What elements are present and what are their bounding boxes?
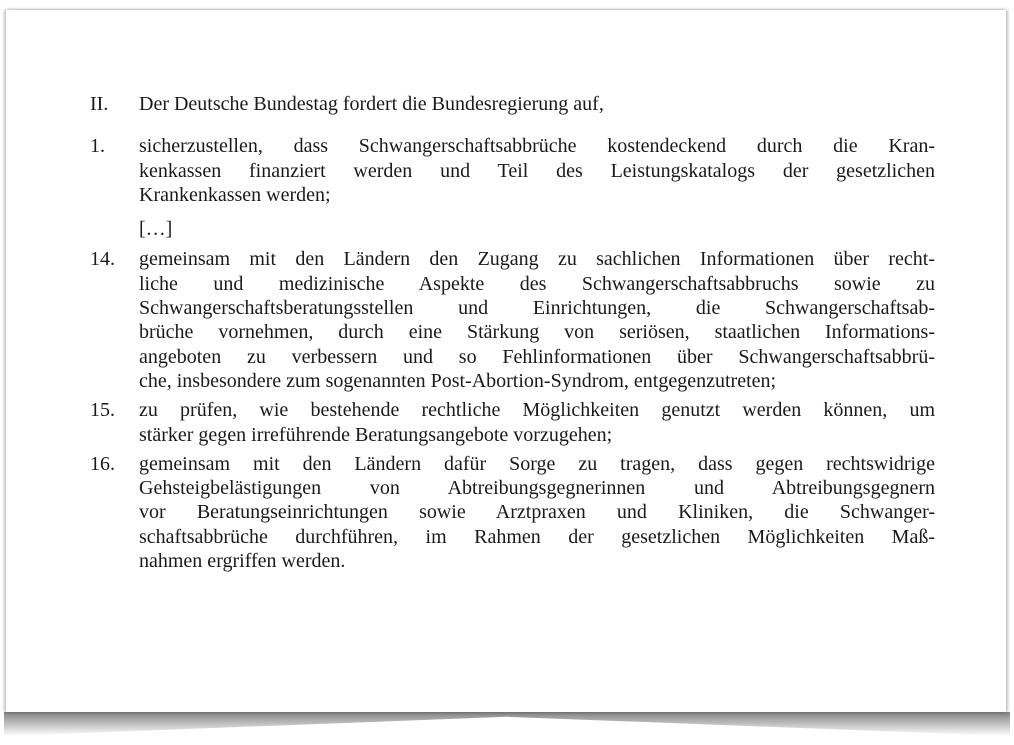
item-line: zu prüfen, wie bestehende rechtliche Möglichkeiten genutzt werden können, um [139, 399, 935, 422]
item-text [139, 247, 935, 393]
item-line: angeboten zu verbessern und so Fehlinformationen über Schwangerschaftsabbrü- [139, 345, 935, 368]
item-line: nahmen ergriffen werden. [139, 550, 346, 573]
section-heading [90, 92, 935, 116]
item-line: gemeinsam mit den Ländern dafür Sorge zu tragen, dass gegen rechtswidrige [139, 452, 935, 475]
item-line: brüche vornehmen, durch eine Stärkung von seriösen, staatlichen Informations- [139, 321, 935, 344]
item-line: sicherzustellen, dass Schwangerschaftsabbrüche kostendeckend durch die Kran- [139, 135, 935, 158]
item-text [139, 452, 935, 573]
item-number: 15. [90, 399, 115, 422]
list-item-16 [90, 452, 935, 573]
item-line: stärker gegen irreführende Beratungsangebote vorzugehen; [139, 423, 613, 446]
document-page [6, 10, 1006, 712]
item-line: schaftsabbrüche durchführen, im Rahmen der gesetzlichen Möglichkeiten Maß- [139, 525, 935, 548]
list-item-1 [90, 134, 935, 207]
item-number: 14. [90, 248, 115, 271]
item-line: Schwangerschaftsberatungsstellen und Einrichtungen, die Schwangerschaftsab- [139, 297, 935, 320]
section-heading-text: Der Deutsche Bundestag fordert die Bundesregierung auf, [139, 93, 604, 115]
item-line: Krankenkassen werden; [139, 183, 331, 206]
item-line: gemeinsam mit den Ländern den Zugang zu sachlichen Informationen über recht- [139, 248, 935, 271]
section-number: II. [90, 93, 109, 115]
item-number: 1. [90, 135, 105, 158]
item-number: 16. [90, 452, 115, 475]
item-line: vor Beratungseinrichtungen sowie Arztpraxen und Kliniken, die Schwanger- [139, 501, 935, 524]
omission-marker: […] [139, 218, 173, 241]
item-line: kenkassen finanziert werden und Teil des Leistungskatalogs der gesetzlichen [139, 159, 935, 182]
item-text [139, 398, 935, 447]
item-text [139, 134, 935, 207]
item-line: Gehsteigbelästigungen von Abtreibungsgegnerinnen und Abtreibungsgegnern [139, 477, 935, 500]
list-item-15 [90, 398, 935, 447]
item-line: liche und medizinische Aspekte des Schwangerschaftsabbruchs sowie zu [139, 272, 935, 295]
page-curl-shadow [4, 712, 1010, 736]
list-item-14 [90, 247, 935, 393]
document-content [90, 92, 935, 578]
item-line: che, insbesondere zum sogenannten Post-Abortion-Syndrom, entgegenzutreten; [139, 369, 777, 392]
